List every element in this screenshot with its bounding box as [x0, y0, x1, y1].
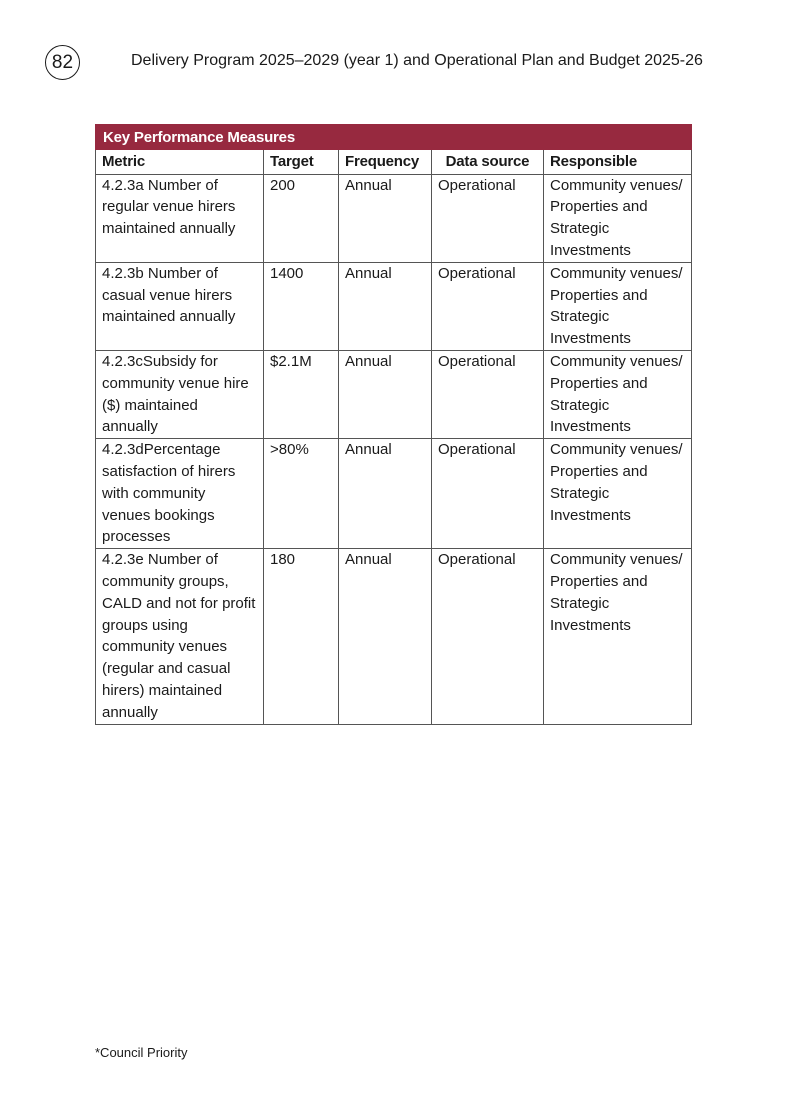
page-header-title: Delivery Program 2025–2029 (year 1) and Operational Plan and Budget 2025-26	[131, 52, 703, 69]
column-header-frequency: Frequency	[339, 149, 432, 174]
data-source-cell: Operational	[432, 262, 544, 350]
responsible-cell: Community venues/ Properties and Strategic Investments	[544, 174, 692, 262]
key-performance-measures-table	[95, 124, 692, 725]
table-row	[96, 262, 692, 350]
column-header-metric: Metric	[96, 149, 264, 174]
target-cell: $2.1M	[264, 350, 339, 438]
frequency-cell: Annual	[339, 262, 432, 350]
page-number: 82	[45, 45, 80, 80]
responsible-cell: Community venues/ Properties and Strategic Investments	[544, 350, 692, 438]
responsible-cell: Community venues/ Properties and Strategic Investments	[544, 262, 692, 350]
frequency-cell: Annual	[339, 174, 432, 262]
table-row	[96, 439, 692, 549]
footnote: *Council Priority	[95, 1045, 188, 1060]
target-cell: 1400	[264, 262, 339, 350]
table-row	[96, 174, 692, 262]
column-header-target: Target	[264, 149, 339, 174]
data-source-cell: Operational	[432, 439, 544, 549]
data-source-cell: Operational	[432, 350, 544, 438]
column-header-data-source: Data source	[432, 149, 544, 174]
column-header-responsible: Responsible	[544, 149, 692, 174]
metric-cell: 4.2.3a Number of regular venue hirers maintained annually	[96, 174, 264, 262]
frequency-cell: Annual	[339, 549, 432, 724]
data-source-cell: Operational	[432, 549, 544, 724]
metric-cell: 4.2.3b Number of casual venue hirers maintained annually	[96, 262, 264, 350]
data-source-cell: Operational	[432, 174, 544, 262]
responsible-cell: Community venues/ Properties and Strategic Investments	[544, 549, 692, 724]
table-header-row	[96, 149, 692, 174]
frequency-cell: Annual	[339, 439, 432, 549]
metric-cell: 4.2.3dPercentage satisfaction of hirers with community venues bookings processes	[96, 439, 264, 549]
metric-cell: 4.2.3e Number of community groups, CALD and not for profit groups using community venues (regular and casual hirers) maintained annually	[96, 549, 264, 724]
metric-cell: 4.2.3cSubsidy for community venue hire ($) maintained annually	[96, 350, 264, 438]
frequency-cell: Annual	[339, 350, 432, 438]
target-cell: 180	[264, 549, 339, 724]
table-row	[96, 350, 692, 438]
responsible-cell: Community venues/ Properties and Strategic Investments	[544, 439, 692, 549]
target-cell: >80%	[264, 439, 339, 549]
target-cell: 200	[264, 174, 339, 262]
table-caption: Key Performance Measures	[96, 125, 692, 150]
table-row	[96, 549, 692, 724]
